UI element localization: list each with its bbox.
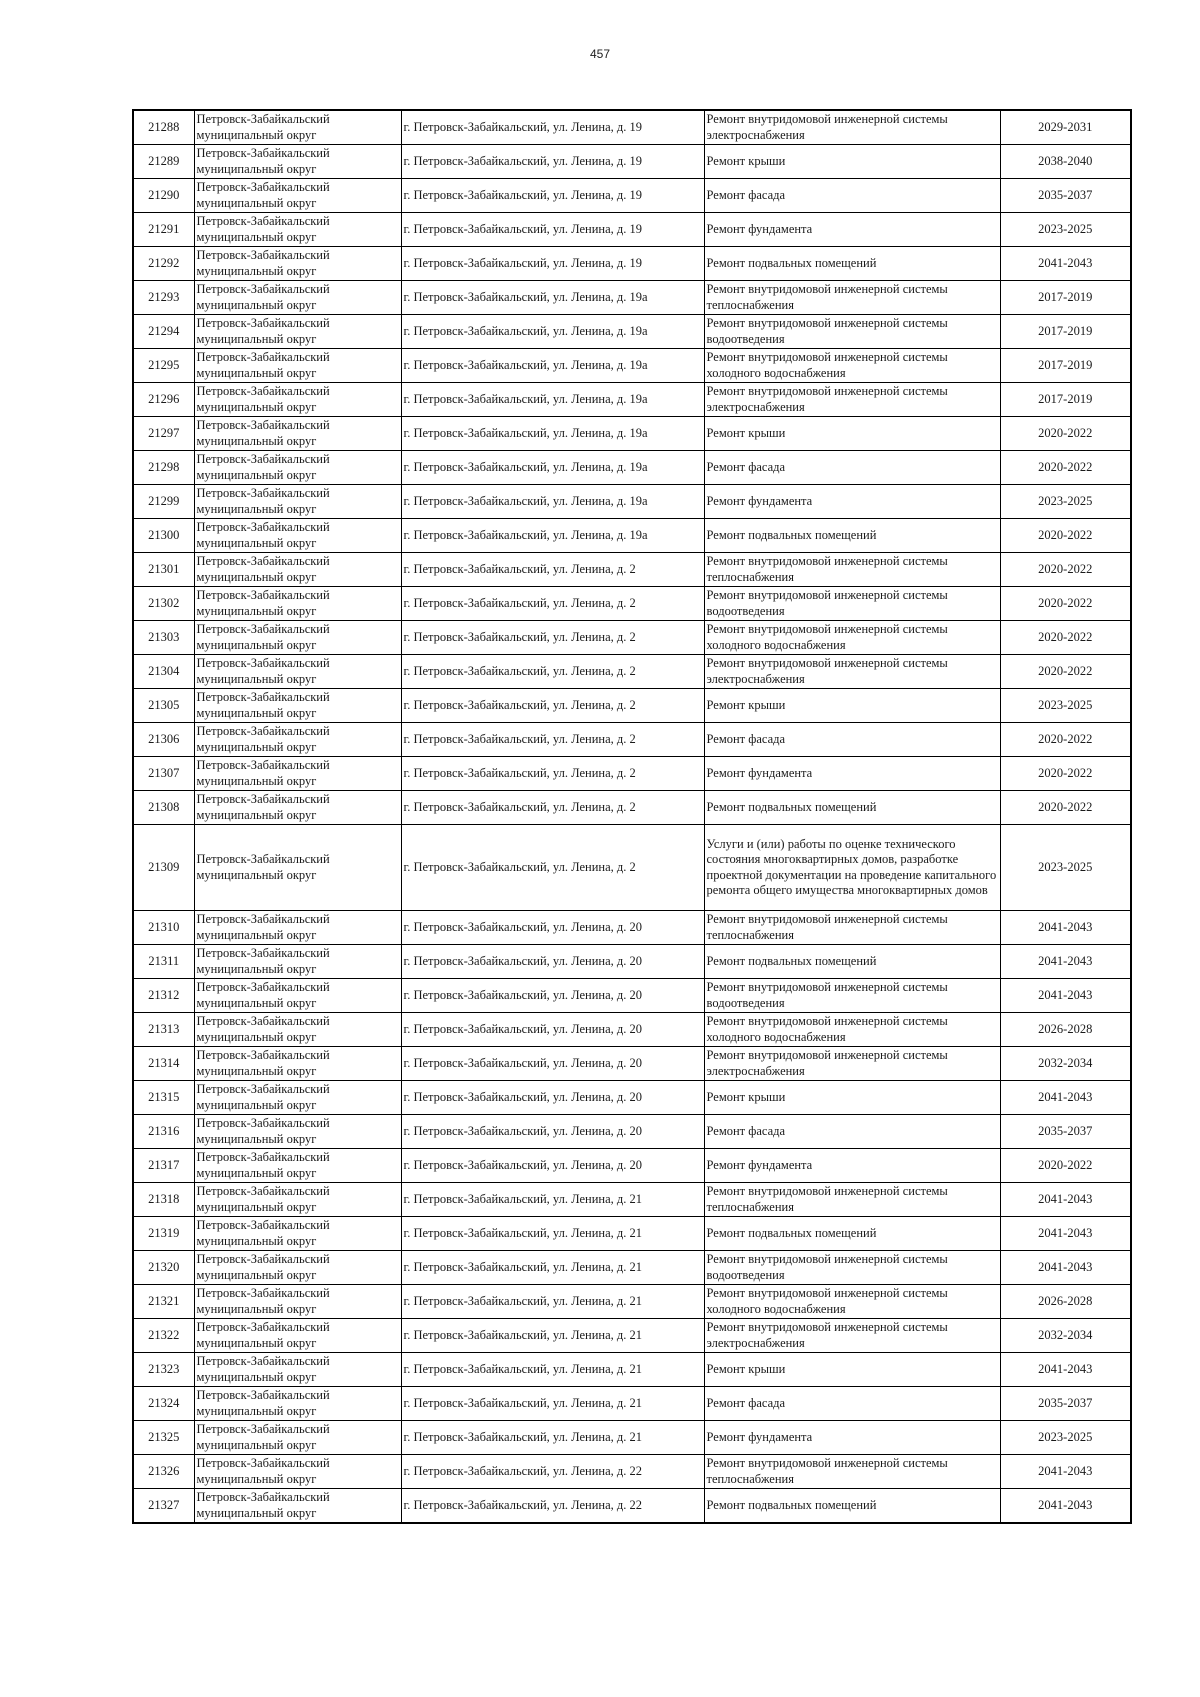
- table-body: [133, 110, 1131, 1523]
- municipality-cell: Петровск-Забайкальский муниципальный округ: [194, 621, 401, 655]
- address-cell: г. Петровск-Забайкальский, ул. Ленина, д. 19а: [401, 281, 704, 315]
- address-cell: г. Петровск-Забайкальский, ул. Ленина, д. 2: [401, 791, 704, 825]
- work-type-cell: Ремонт внутридомовой инженерной системы электроснабжения: [704, 655, 1000, 689]
- row-number-cell: 21315: [133, 1081, 194, 1115]
- work-type-cell: Ремонт крыши: [704, 689, 1000, 723]
- municipality-cell: Петровск-Забайкальский муниципальный округ: [194, 1421, 401, 1455]
- row-number-cell: 21307: [133, 757, 194, 791]
- work-type-cell: Ремонт внутридомовой инженерной системы теплоснабжения: [704, 553, 1000, 587]
- work-type-cell: Ремонт подвальных помещений: [704, 945, 1000, 979]
- period-cell: 2041-2043: [1000, 1489, 1131, 1524]
- row-number-cell: 21326: [133, 1455, 194, 1489]
- municipality-cell: Петровск-Забайкальский муниципальный округ: [194, 213, 401, 247]
- row-number-cell: 21290: [133, 179, 194, 213]
- municipality-cell: Петровск-Забайкальский муниципальный округ: [194, 723, 401, 757]
- period-cell: 2041-2043: [1000, 945, 1131, 979]
- work-type-cell: Ремонт фасада: [704, 1115, 1000, 1149]
- address-cell: г. Петровск-Забайкальский, ул. Ленина, д. 20: [401, 1047, 704, 1081]
- period-cell: 2041-2043: [1000, 1455, 1131, 1489]
- row-number-cell: 21298: [133, 451, 194, 485]
- table-row: [133, 911, 1131, 945]
- row-number-cell: 21288: [133, 110, 194, 145]
- row-number-cell: 21320: [133, 1251, 194, 1285]
- table-row: [133, 110, 1131, 145]
- work-type-cell: Услуги и (или) работы по оценке технического состояния многоквартирных домов, разработке проектной документации на проведение капитального ремонта общего имущества многоквартирных домов: [704, 825, 1000, 911]
- table-row: [133, 485, 1131, 519]
- work-type-cell: Ремонт внутридомовой инженерной системы водоотведения: [704, 1251, 1000, 1285]
- row-number-cell: 21306: [133, 723, 194, 757]
- municipality-cell: Петровск-Забайкальский муниципальный округ: [194, 451, 401, 485]
- municipality-cell: Петровск-Забайкальский муниципальный округ: [194, 1455, 401, 1489]
- period-cell: 2023-2025: [1000, 825, 1131, 911]
- table-row: [133, 587, 1131, 621]
- work-type-cell: Ремонт внутридомовой инженерной системы водоотведения: [704, 587, 1000, 621]
- row-number-cell: 21321: [133, 1285, 194, 1319]
- municipality-cell: Петровск-Забайкальский муниципальный округ: [194, 1319, 401, 1353]
- period-cell: 2035-2037: [1000, 1115, 1131, 1149]
- address-cell: г. Петровск-Забайкальский, ул. Ленина, д. 21: [401, 1387, 704, 1421]
- table-row: [133, 945, 1131, 979]
- table-row: [133, 689, 1131, 723]
- row-number-cell: 21316: [133, 1115, 194, 1149]
- table-row: [133, 1081, 1131, 1115]
- row-number-cell: 21305: [133, 689, 194, 723]
- address-cell: г. Петровск-Забайкальский, ул. Ленина, д. 20: [401, 1013, 704, 1047]
- table-row: [133, 519, 1131, 553]
- period-cell: 2017-2019: [1000, 281, 1131, 315]
- address-cell: г. Петровск-Забайкальский, ул. Ленина, д. 19: [401, 179, 704, 213]
- row-number-cell: 21293: [133, 281, 194, 315]
- row-number-cell: 21304: [133, 655, 194, 689]
- row-number-cell: 21299: [133, 485, 194, 519]
- municipality-cell: Петровск-Забайкальский муниципальный округ: [194, 247, 401, 281]
- table-row: [133, 655, 1131, 689]
- address-cell: г. Петровск-Забайкальский, ул. Ленина, д. 21: [401, 1285, 704, 1319]
- row-number-cell: 21322: [133, 1319, 194, 1353]
- address-cell: г. Петровск-Забайкальский, ул. Ленина, д. 20: [401, 1149, 704, 1183]
- row-number-cell: 21319: [133, 1217, 194, 1251]
- municipality-cell: Петровск-Забайкальский муниципальный округ: [194, 145, 401, 179]
- work-type-cell: Ремонт внутридомовой инженерной системы холодного водоснабжения: [704, 621, 1000, 655]
- municipality-cell: Петровск-Забайкальский муниципальный округ: [194, 383, 401, 417]
- work-type-cell: Ремонт внутридомовой инженерной системы холодного водоснабжения: [704, 1285, 1000, 1319]
- row-number-cell: 21303: [133, 621, 194, 655]
- table-row: [133, 1251, 1131, 1285]
- work-type-cell: Ремонт фасада: [704, 451, 1000, 485]
- period-cell: 2020-2022: [1000, 621, 1131, 655]
- work-type-cell: Ремонт фундамента: [704, 757, 1000, 791]
- address-cell: г. Петровск-Забайкальский, ул. Ленина, д. 19а: [401, 485, 704, 519]
- period-cell: 2017-2019: [1000, 315, 1131, 349]
- municipality-cell: Петровск-Забайкальский муниципальный округ: [194, 791, 401, 825]
- period-cell: 2017-2019: [1000, 349, 1131, 383]
- work-type-cell: Ремонт фасада: [704, 179, 1000, 213]
- period-cell: 2041-2043: [1000, 979, 1131, 1013]
- municipality-cell: Петровск-Забайкальский муниципальный округ: [194, 1285, 401, 1319]
- address-cell: г. Петровск-Забайкальский, ул. Ленина, д. 21: [401, 1251, 704, 1285]
- work-type-cell: Ремонт подвальных помещений: [704, 791, 1000, 825]
- work-type-cell: Ремонт внутридомовой инженерной системы теплоснабжения: [704, 1455, 1000, 1489]
- municipality-cell: Петровск-Забайкальский муниципальный округ: [194, 689, 401, 723]
- period-cell: 2041-2043: [1000, 911, 1131, 945]
- row-number-cell: 21325: [133, 1421, 194, 1455]
- municipality-cell: Петровск-Забайкальский муниципальный округ: [194, 179, 401, 213]
- work-type-cell: Ремонт внутридомовой инженерной системы водоотведения: [704, 315, 1000, 349]
- municipality-cell: Петровск-Забайкальский муниципальный округ: [194, 553, 401, 587]
- municipality-cell: Петровск-Забайкальский муниципальный округ: [194, 1149, 401, 1183]
- municipality-cell: Петровск-Забайкальский муниципальный округ: [194, 349, 401, 383]
- table-row: [133, 979, 1131, 1013]
- row-number-cell: 21323: [133, 1353, 194, 1387]
- work-type-cell: Ремонт внутридомовой инженерной системы водоотведения: [704, 979, 1000, 1013]
- row-number-cell: 21310: [133, 911, 194, 945]
- period-cell: 2038-2040: [1000, 145, 1131, 179]
- address-cell: г. Петровск-Забайкальский, ул. Ленина, д. 19а: [401, 349, 704, 383]
- municipality-cell: Петровск-Забайкальский муниципальный округ: [194, 1387, 401, 1421]
- work-type-cell: Ремонт внутридомовой инженерной системы электроснабжения: [704, 1319, 1000, 1353]
- period-cell: 2020-2022: [1000, 587, 1131, 621]
- address-cell: г. Петровск-Забайкальский, ул. Ленина, д. 19а: [401, 451, 704, 485]
- table-row: [133, 1149, 1131, 1183]
- municipality-cell: Петровск-Забайкальский муниципальный округ: [194, 825, 401, 911]
- row-number-cell: 21302: [133, 587, 194, 621]
- period-cell: 2020-2022: [1000, 417, 1131, 451]
- table-row: [133, 315, 1131, 349]
- table-row: [133, 1489, 1131, 1524]
- period-cell: 2041-2043: [1000, 1081, 1131, 1115]
- municipality-cell: Петровск-Забайкальский муниципальный округ: [194, 417, 401, 451]
- table-row: [133, 1217, 1131, 1251]
- table-row: [133, 1455, 1131, 1489]
- address-cell: г. Петровск-Забайкальский, ул. Ленина, д. 21: [401, 1217, 704, 1251]
- address-cell: г. Петровск-Забайкальский, ул. Ленина, д. 21: [401, 1421, 704, 1455]
- address-cell: г. Петровск-Забайкальский, ул. Ленина, д. 19а: [401, 519, 704, 553]
- table-row: [133, 1319, 1131, 1353]
- municipality-cell: Петровск-Забайкальский муниципальный округ: [194, 1115, 401, 1149]
- period-cell: 2041-2043: [1000, 1183, 1131, 1217]
- work-type-cell: Ремонт подвальных помещений: [704, 1217, 1000, 1251]
- row-number-cell: 21297: [133, 417, 194, 451]
- address-cell: г. Петровск-Забайкальский, ул. Ленина, д. 2: [401, 689, 704, 723]
- period-cell: 2023-2025: [1000, 689, 1131, 723]
- work-type-cell: Ремонт фундамента: [704, 1149, 1000, 1183]
- row-number-cell: 21318: [133, 1183, 194, 1217]
- period-cell: 2026-2028: [1000, 1285, 1131, 1319]
- address-cell: г. Петровск-Забайкальский, ул. Ленина, д. 19а: [401, 417, 704, 451]
- work-type-cell: Ремонт крыши: [704, 1081, 1000, 1115]
- municipality-cell: Петровск-Забайкальский муниципальный округ: [194, 1251, 401, 1285]
- row-number-cell: 21291: [133, 213, 194, 247]
- table-row: [133, 1387, 1131, 1421]
- work-type-cell: Ремонт крыши: [704, 1353, 1000, 1387]
- address-cell: г. Петровск-Забайкальский, ул. Ленина, д. 2: [401, 757, 704, 791]
- row-number-cell: 21296: [133, 383, 194, 417]
- municipality-cell: Петровск-Забайкальский муниципальный округ: [194, 485, 401, 519]
- period-cell: 2023-2025: [1000, 485, 1131, 519]
- row-number-cell: 21301: [133, 553, 194, 587]
- table-row: [133, 145, 1131, 179]
- row-number-cell: 21309: [133, 825, 194, 911]
- work-type-cell: Ремонт внутридомовой инженерной системы холодного водоснабжения: [704, 1013, 1000, 1047]
- period-cell: 2017-2019: [1000, 383, 1131, 417]
- municipality-cell: Петровск-Забайкальский муниципальный округ: [194, 587, 401, 621]
- row-number-cell: 21313: [133, 1013, 194, 1047]
- table-row: [133, 383, 1131, 417]
- repair-schedule-table: [132, 109, 1132, 1524]
- table-row: [133, 247, 1131, 281]
- work-type-cell: Ремонт внутридомовой инженерной системы холодного водоснабжения: [704, 349, 1000, 383]
- work-type-cell: Ремонт подвальных помещений: [704, 1489, 1000, 1524]
- work-type-cell: Ремонт внутридомовой инженерной системы электроснабжения: [704, 110, 1000, 145]
- period-cell: 2020-2022: [1000, 519, 1131, 553]
- period-cell: 2041-2043: [1000, 1217, 1131, 1251]
- row-number-cell: 21308: [133, 791, 194, 825]
- address-cell: г. Петровск-Забайкальский, ул. Ленина, д. 20: [401, 979, 704, 1013]
- address-cell: г. Петровск-Забайкальский, ул. Ленина, д. 19: [401, 110, 704, 145]
- row-number-cell: 21317: [133, 1149, 194, 1183]
- work-type-cell: Ремонт внутридомовой инженерной системы электроснабжения: [704, 383, 1000, 417]
- municipality-cell: Петровск-Забайкальский муниципальный округ: [194, 1047, 401, 1081]
- period-cell: 2032-2034: [1000, 1047, 1131, 1081]
- municipality-cell: Петровск-Забайкальский муниципальный округ: [194, 945, 401, 979]
- work-type-cell: Ремонт фундамента: [704, 1421, 1000, 1455]
- address-cell: г. Петровск-Забайкальский, ул. Ленина, д. 19: [401, 213, 704, 247]
- period-cell: 2035-2037: [1000, 1387, 1131, 1421]
- period-cell: 2020-2022: [1000, 1149, 1131, 1183]
- period-cell: 2023-2025: [1000, 1421, 1131, 1455]
- row-number-cell: 21294: [133, 315, 194, 349]
- period-cell: 2023-2025: [1000, 213, 1131, 247]
- period-cell: 2020-2022: [1000, 723, 1131, 757]
- municipality-cell: Петровск-Забайкальский муниципальный округ: [194, 1489, 401, 1524]
- work-type-cell: Ремонт фасада: [704, 723, 1000, 757]
- page-number: 457: [589, 47, 611, 61]
- work-type-cell: Ремонт внутридомовой инженерной системы теплоснабжения: [704, 1183, 1000, 1217]
- table-row: [133, 1421, 1131, 1455]
- address-cell: г. Петровск-Забайкальский, ул. Ленина, д. 20: [401, 1081, 704, 1115]
- period-cell: 2020-2022: [1000, 553, 1131, 587]
- period-cell: 2041-2043: [1000, 1353, 1131, 1387]
- table-row: [133, 723, 1131, 757]
- table-row: [133, 757, 1131, 791]
- address-cell: г. Петровск-Забайкальский, ул. Ленина, д. 19а: [401, 383, 704, 417]
- work-type-cell: Ремонт фундамента: [704, 485, 1000, 519]
- row-number-cell: 21324: [133, 1387, 194, 1421]
- municipality-cell: Петровск-Забайкальский муниципальный округ: [194, 911, 401, 945]
- table-row: [133, 281, 1131, 315]
- row-number-cell: 21314: [133, 1047, 194, 1081]
- address-cell: г. Петровск-Забайкальский, ул. Ленина, д. 2: [401, 621, 704, 655]
- municipality-cell: Петровск-Забайкальский муниципальный округ: [194, 281, 401, 315]
- address-cell: г. Петровск-Забайкальский, ул. Ленина, д. 22: [401, 1489, 704, 1524]
- address-cell: г. Петровск-Забайкальский, ул. Ленина, д. 20: [401, 911, 704, 945]
- table-row: [133, 1047, 1131, 1081]
- row-number-cell: 21295: [133, 349, 194, 383]
- row-number-cell: 21300: [133, 519, 194, 553]
- municipality-cell: Петровск-Забайкальский муниципальный округ: [194, 1081, 401, 1115]
- address-cell: г. Петровск-Забайкальский, ул. Ленина, д. 20: [401, 945, 704, 979]
- row-number-cell: 21312: [133, 979, 194, 1013]
- address-cell: г. Петровск-Забайкальский, ул. Ленина, д. 2: [401, 723, 704, 757]
- municipality-cell: Петровск-Забайкальский муниципальный округ: [194, 1353, 401, 1387]
- table-row: [133, 1353, 1131, 1387]
- period-cell: 2020-2022: [1000, 791, 1131, 825]
- work-type-cell: Ремонт внутридомовой инженерной системы электроснабжения: [704, 1047, 1000, 1081]
- address-cell: г. Петровск-Забайкальский, ул. Ленина, д. 21: [401, 1183, 704, 1217]
- row-number-cell: 21289: [133, 145, 194, 179]
- municipality-cell: Петровск-Забайкальский муниципальный округ: [194, 1013, 401, 1047]
- address-cell: г. Петровск-Забайкальский, ул. Ленина, д. 22: [401, 1455, 704, 1489]
- municipality-cell: Петровск-Забайкальский муниципальный округ: [194, 519, 401, 553]
- table-row: [133, 553, 1131, 587]
- address-cell: г. Петровск-Забайкальский, ул. Ленина, д. 2: [401, 825, 704, 911]
- table-row: [133, 621, 1131, 655]
- row-number-cell: 21292: [133, 247, 194, 281]
- table-row: [133, 1115, 1131, 1149]
- address-cell: г. Петровск-Забайкальский, ул. Ленина, д. 21: [401, 1319, 704, 1353]
- address-cell: г. Петровск-Забайкальский, ул. Ленина, д. 2: [401, 553, 704, 587]
- table-row: [133, 213, 1131, 247]
- municipality-cell: Петровск-Забайкальский муниципальный округ: [194, 315, 401, 349]
- work-type-cell: Ремонт подвальных помещений: [704, 247, 1000, 281]
- table-row: [133, 349, 1131, 383]
- work-type-cell: Ремонт фундамента: [704, 213, 1000, 247]
- table-row: [133, 417, 1131, 451]
- table-row: [133, 1183, 1131, 1217]
- municipality-cell: Петровск-Забайкальский муниципальный округ: [194, 979, 401, 1013]
- period-cell: 2041-2043: [1000, 1251, 1131, 1285]
- period-cell: 2020-2022: [1000, 451, 1131, 485]
- row-number-cell: 21311: [133, 945, 194, 979]
- period-cell: 2026-2028: [1000, 1013, 1131, 1047]
- table-row: [133, 825, 1131, 911]
- municipality-cell: Петровск-Забайкальский муниципальный округ: [194, 1183, 401, 1217]
- row-number-cell: 21327: [133, 1489, 194, 1524]
- table-row: [133, 1013, 1131, 1047]
- work-type-cell: Ремонт внутридомовой инженерной системы теплоснабжения: [704, 911, 1000, 945]
- address-cell: г. Петровск-Забайкальский, ул. Ленина, д. 19: [401, 247, 704, 281]
- work-type-cell: Ремонт крыши: [704, 145, 1000, 179]
- period-cell: 2020-2022: [1000, 655, 1131, 689]
- period-cell: 2035-2037: [1000, 179, 1131, 213]
- work-type-cell: Ремонт фасада: [704, 1387, 1000, 1421]
- address-cell: г. Петровск-Забайкальский, ул. Ленина, д. 19а: [401, 315, 704, 349]
- address-cell: г. Петровск-Забайкальский, ул. Ленина, д. 2: [401, 587, 704, 621]
- address-cell: г. Петровск-Забайкальский, ул. Ленина, д. 20: [401, 1115, 704, 1149]
- period-cell: 2029-2031: [1000, 110, 1131, 145]
- table-row: [133, 179, 1131, 213]
- address-cell: г. Петровск-Забайкальский, ул. Ленина, д. 2: [401, 655, 704, 689]
- work-type-cell: Ремонт подвальных помещений: [704, 519, 1000, 553]
- period-cell: 2032-2034: [1000, 1319, 1131, 1353]
- municipality-cell: Петровск-Забайкальский муниципальный округ: [194, 1217, 401, 1251]
- address-cell: г. Петровск-Забайкальский, ул. Ленина, д. 19: [401, 145, 704, 179]
- table-row: [133, 791, 1131, 825]
- municipality-cell: Петровск-Забайкальский муниципальный округ: [194, 655, 401, 689]
- table-row: [133, 451, 1131, 485]
- work-type-cell: Ремонт крыши: [704, 417, 1000, 451]
- table-row: [133, 1285, 1131, 1319]
- address-cell: г. Петровск-Забайкальский, ул. Ленина, д. 21: [401, 1353, 704, 1387]
- municipality-cell: Петровск-Забайкальский муниципальный округ: [194, 110, 401, 145]
- municipality-cell: Петровск-Забайкальский муниципальный округ: [194, 757, 401, 791]
- period-cell: 2041-2043: [1000, 247, 1131, 281]
- work-type-cell: Ремонт внутридомовой инженерной системы теплоснабжения: [704, 281, 1000, 315]
- period-cell: 2020-2022: [1000, 757, 1131, 791]
